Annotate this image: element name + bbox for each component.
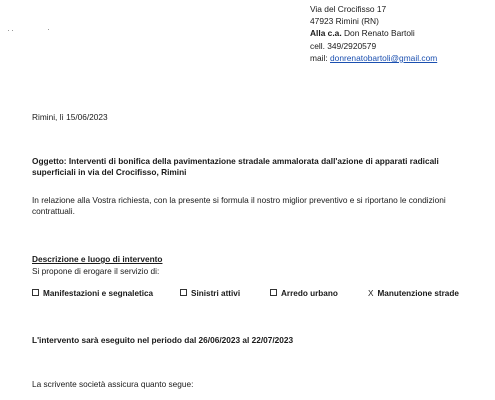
intro-paragraph: In relazione alla Vostra richiesta, con la presente si formula il nostro miglior preventivo e si riportano le condizioni contrattuali.: [32, 195, 446, 216]
description-heading: Descrizione e luogo di intervento: [32, 254, 163, 264]
description-line: Si propone di erogare il servizio di:: [32, 266, 160, 276]
option-sinistri[interactable]: [180, 289, 240, 300]
checkbox-icon[interactable]: [270, 289, 277, 296]
scan-speck: [48, 29, 49, 30]
recipient-address: [310, 3, 437, 64]
period-line: L'intervento sarà eseguito nel periodo dal 26/06/2023 al 22/07/2023: [32, 335, 294, 345]
address-mail: [310, 52, 437, 64]
scan-speck: [12, 30, 13, 31]
subject-paragraph: [32, 156, 467, 178]
subject-label: Oggetto:: [32, 156, 67, 166]
attention-prefix: Alla c.a.: [310, 28, 342, 39]
address-street: Via del Crocifisso 17: [310, 4, 387, 14]
option-label: Arredo urbano: [281, 289, 338, 298]
subject-text: Interventi di bonifica della pavimentazione stradale ammalorata dall'azione di apparati radicali superficiali in via del Crocifisso, Rimini: [32, 156, 439, 177]
assurance-line: La scrivente società assicura quanto segue:: [32, 379, 194, 389]
email-link[interactable]: donrenatobartoli@gmail.com: [330, 52, 438, 63]
date-line: Rimini, lì 15/06/2023: [32, 112, 108, 122]
option-manifestazioni[interactable]: [32, 289, 153, 300]
option-manutenzione[interactable]: [368, 289, 459, 300]
attention-name: Don Renato Bartoli: [343, 28, 415, 39]
address-attention: [310, 27, 437, 39]
mail-label: mail:: [310, 52, 328, 63]
option-label: Manifestazioni e segnaletica: [43, 289, 154, 298]
option-label: Sinistri attivi: [191, 289, 241, 298]
address-city: 47923 Rimini (RN): [310, 16, 379, 27]
scan-speck: [8, 30, 9, 31]
checkbox-icon[interactable]: [32, 289, 39, 296]
option-arredo[interactable]: [270, 289, 338, 300]
address-phone: cell. 349/2920579: [310, 40, 377, 51]
option-label: Manutenzione strade: [377, 289, 459, 298]
checkbox-icon[interactable]: [180, 289, 187, 296]
checked-mark-icon[interactable]: X: [368, 289, 374, 298]
